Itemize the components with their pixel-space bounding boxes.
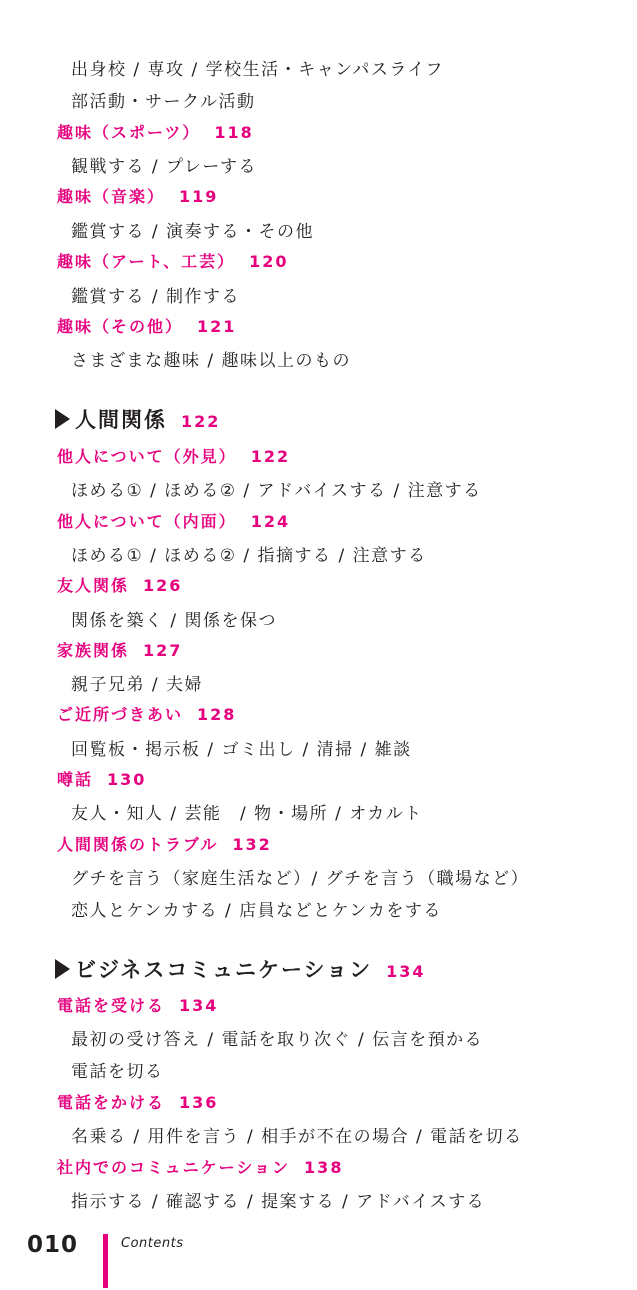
toc-chapter[interactable]	[55, 954, 426, 984]
toc-section[interactable]	[57, 314, 236, 337]
toc-subitems: 名乗る / 用件を言う / 相手が不在の場合 / 電話を切る	[71, 1127, 523, 1147]
toc-section[interactable]	[57, 573, 182, 596]
section-page-number: 127	[143, 641, 183, 660]
toc-section[interactable]	[57, 509, 290, 532]
triangle-icon	[55, 959, 70, 979]
section-page-number: 136	[179, 1093, 219, 1112]
section-title: 他人について（内面）	[57, 512, 237, 531]
section-page-number: 118	[214, 123, 254, 142]
toc-section[interactable]	[57, 1155, 343, 1178]
toc-subitems: 観戦する / プレーする	[71, 157, 258, 177]
toc-subitems: ほめる① / ほめる② / 指摘する / 注意する	[71, 546, 427, 566]
toc-subitems: 親子兄弟 / 夫婦	[71, 675, 204, 695]
running-footer-label: Contents	[121, 1236, 184, 1251]
section-page-number: 130	[107, 770, 147, 789]
toc-subitems: さまざまな趣味 / 趣味以上のもの	[71, 351, 352, 371]
toc-subitems: 出身校 / 専攻 / 学校生活・キャンパスライフ	[71, 60, 444, 80]
toc-subitems: 指示する / 確認する / 提案する / アドバイスする	[71, 1192, 486, 1212]
chapter-title: ビジネスコミュニケーション	[75, 958, 373, 982]
toc-section[interactable]	[57, 249, 289, 272]
toc-subitems: 回覧板・掲示板 / ゴミ出し / 清掃 / 雑談	[71, 740, 412, 760]
toc-chapter[interactable]	[55, 404, 220, 434]
section-title: 他人について（外見）	[57, 447, 237, 466]
toc-section[interactable]	[57, 1090, 218, 1113]
section-title: 社内でのコミュニケーション	[57, 1158, 291, 1177]
section-page-number: 119	[179, 187, 219, 206]
toc-section[interactable]	[57, 702, 236, 725]
footer-divider	[103, 1234, 108, 1288]
toc-subitems: 関係を築く / 関係を保つ	[71, 611, 278, 631]
toc-subitems: 鑑賞する / 演奏する・その他	[71, 222, 315, 242]
section-page-number: 134	[179, 996, 219, 1015]
chapter-page-number: 134	[386, 962, 426, 981]
section-page-number: 121	[197, 317, 237, 336]
toc-section[interactable]	[57, 832, 272, 855]
chapter-page-number: 122	[181, 412, 221, 431]
section-title: 趣味（アート、工芸）	[57, 252, 236, 271]
section-page-number: 138	[304, 1158, 344, 1177]
toc-subitems: 鑑賞する / 制作する	[71, 287, 241, 307]
section-page-number: 126	[143, 576, 183, 595]
toc-section[interactable]	[57, 120, 254, 143]
section-title: 趣味（音楽）	[57, 187, 166, 206]
toc-section[interactable]	[57, 993, 218, 1016]
section-page-number: 124	[250, 512, 291, 531]
toc-subitems: 恋人とケンカする / 店員などとケンカをする	[71, 901, 442, 921]
section-title: 友人関係	[57, 576, 130, 595]
section-title: 家族関係	[57, 641, 130, 660]
toc-subitems: 友人・知人 / 芸能 / 物・場所 / オカルト	[71, 804, 423, 824]
section-title: 趣味（スポーツ）	[57, 123, 201, 142]
toc-section[interactable]	[57, 444, 290, 467]
section-page-number: 122	[250, 447, 291, 466]
section-title: 趣味（その他）	[57, 317, 184, 336]
section-title: 人間関係のトラブル	[57, 835, 219, 854]
section-title: 電話をかける	[57, 1093, 166, 1112]
toc-subitems: 電話を切る	[71, 1062, 164, 1082]
section-page-number: 132	[232, 835, 272, 854]
section-title: 噂話	[57, 770, 94, 789]
toc-subitems: ほめる① / ほめる② / アドバイスする / 注意する	[71, 481, 482, 501]
section-page-number: 128	[197, 705, 237, 724]
section-page-number: 120	[249, 252, 289, 271]
toc-subitems: 最初の受け答え / 電話を取り次ぐ / 伝言を預かる	[71, 1030, 484, 1050]
chapter-title: 人間関係	[75, 408, 167, 432]
toc-section[interactable]	[57, 184, 218, 207]
toc-section[interactable]	[57, 638, 182, 661]
toc-subitems: 部活動・サークル活動	[71, 92, 256, 112]
triangle-icon	[55, 409, 70, 429]
section-title: ご近所づきあい	[57, 705, 184, 724]
toc-subitems: グチを言う（家庭生活など）/ グチを言う（職場など）	[71, 869, 530, 889]
section-title: 電話を受ける	[57, 996, 166, 1015]
page-number: 010	[27, 1232, 79, 1258]
toc-section[interactable]	[57, 767, 146, 790]
